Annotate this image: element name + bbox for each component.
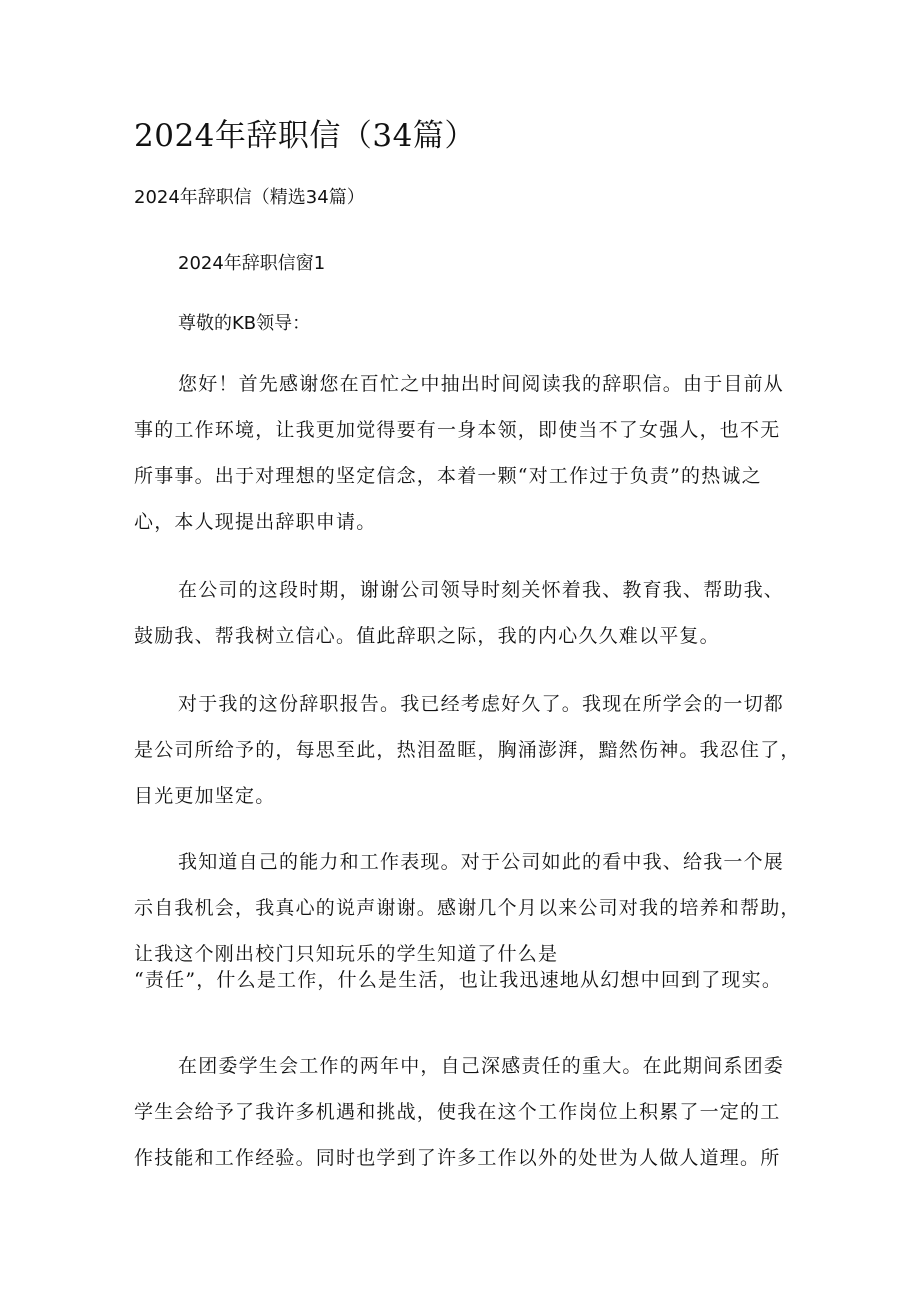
paragraph-line: 对于我的这份辞职报告。我已经考虑好久了。我现在所学会的一切都 bbox=[178, 693, 785, 715]
paragraph-line: 我知道自己的能力和工作表现。对于公司如此的看中我、给我一个展 bbox=[178, 851, 785, 873]
paragraph-line: 所事事。出于对理想的坚定信念，本着一颗“对工作过于负责”的热诚之 bbox=[134, 465, 762, 487]
document-subtitle: 2024年辞职信（精选34篇） bbox=[134, 187, 365, 208]
paragraph-line: 让我这个刚出校门只知玩乐的学生知道了什么是 bbox=[134, 943, 559, 965]
paragraph-line: 目光更加坚定。 bbox=[134, 785, 276, 807]
paragraph-line: 示自我机会，我真心的说声谢谢。感谢几个月以来公司对我的培养和帮助， bbox=[134, 897, 801, 919]
paragraph-line: 心，本人现提出辞职申请。 bbox=[134, 511, 377, 533]
salutation: 尊敬的KB领导： bbox=[178, 313, 311, 334]
paragraph-line: 在团委学生会工作的两年中，自己深感责任的重大。在此期间系团委 bbox=[178, 1055, 785, 1077]
paragraph-line: 学生会给予了我许多机遇和挑战，使我在这个工作岗位上积累了一定的工 bbox=[134, 1101, 781, 1123]
paragraph-line: 事的工作环境，让我更加觉得要有一身本领，即使当不了女强人，也不无 bbox=[134, 419, 781, 441]
section-title: 2024年辞职信窗1 bbox=[178, 253, 326, 274]
paragraph-line: 鼓励我、帮我树立信心。值此辞职之际，我的内心久久难以平复。 bbox=[134, 625, 720, 647]
document-title: 2024年辞职信（34篇） bbox=[134, 118, 476, 154]
paragraph-line: 在公司的这段时期，谢谢公司领导时刻关怀着我、教育我、帮助我、 bbox=[178, 579, 785, 601]
paragraph-line: 作技能和工作经验。同时也学到了许多工作以外的处世为人做人道理。所 bbox=[134, 1147, 781, 1169]
paragraph-line: “责任”，什么是工作，什么是生活，也让我迅速地从幻想中回到了现实。 bbox=[134, 969, 783, 991]
paragraph-line: 是公司所给予的，每思至此，热泪盈眶，胸涌澎湃，黯然伤神。我忍住了， bbox=[134, 739, 801, 761]
paragraph-line: 您好！首先感谢您在百忙之中抽出时间阅读我的辞职信。由于目前从 bbox=[178, 373, 785, 395]
